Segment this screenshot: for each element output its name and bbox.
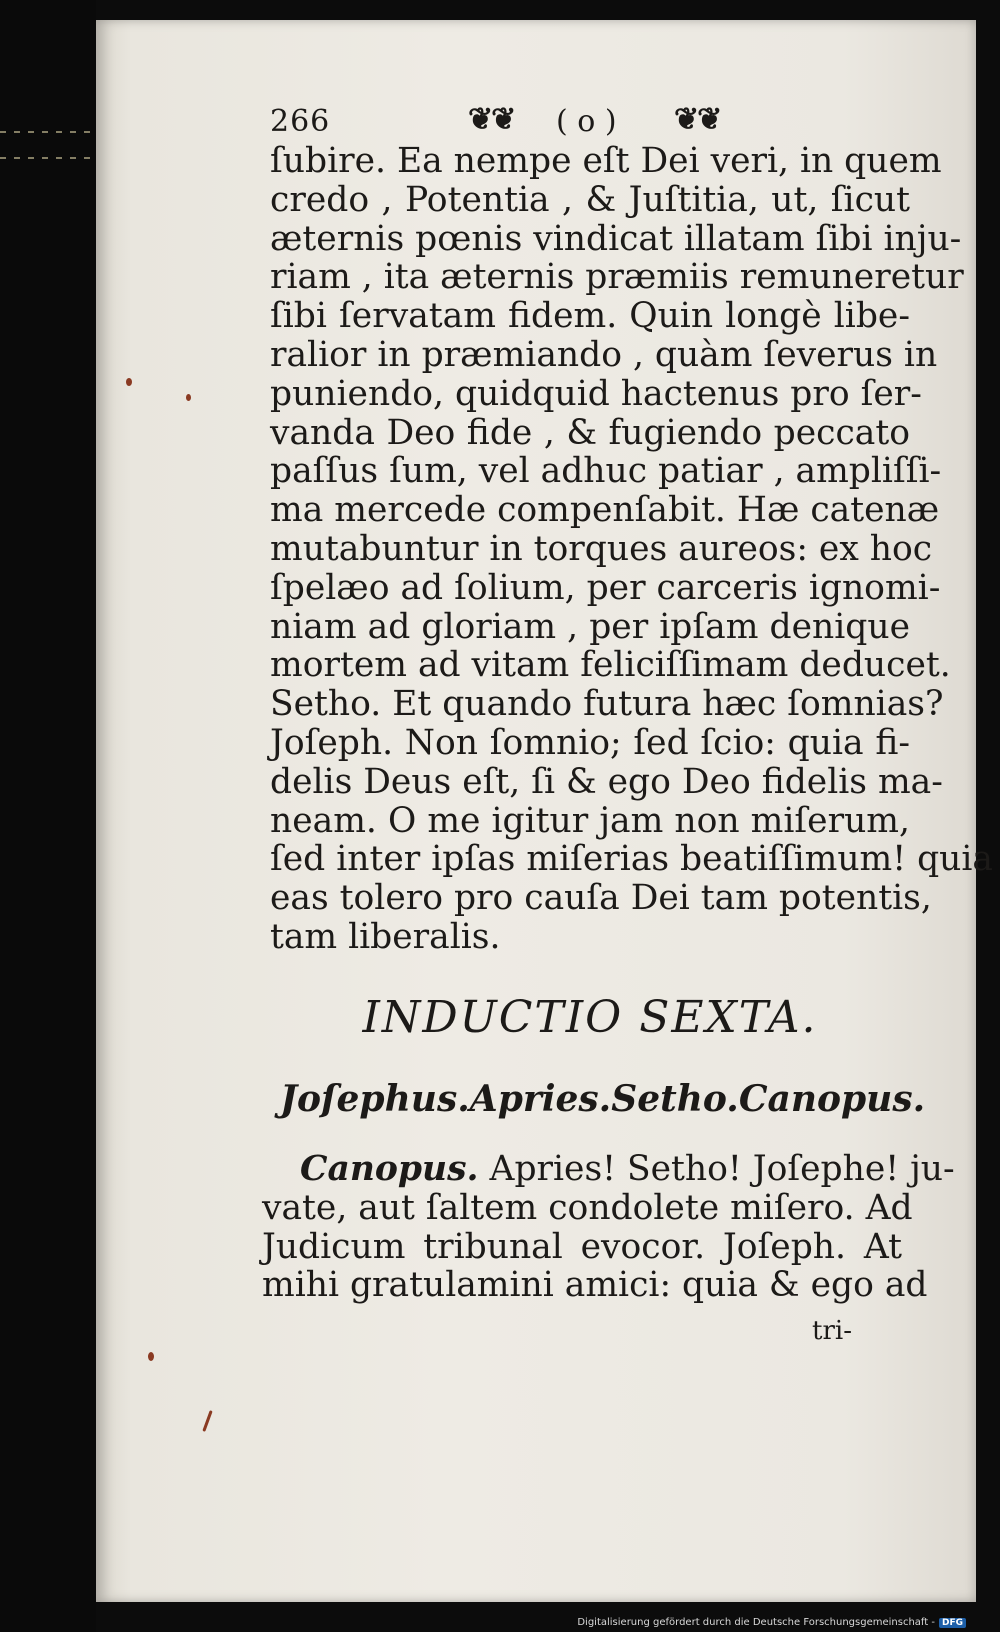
text-line: mortem ad vitam feliciſſimam deducet. <box>270 645 951 686</box>
cast-member: Canopus. <box>738 1078 926 1120</box>
speaker-name: Canopus. <box>300 1149 479 1189</box>
text-line: ſubire. Ea nempe eſt Dei veri, in quem <box>270 141 942 181</box>
text-line: ma mercede compenſabit. Hæ catenæ <box>270 490 940 531</box>
text-line: vanda Deo fide , & fugiendo peccato <box>270 412 910 453</box>
paragraph-1 <box>270 141 993 957</box>
footer-text: Digitalisierung gefördert durch die Deutsche Forschungsgemeinschaft - <box>577 1617 935 1628</box>
text-line: credo , Potentia , & Juſtitia, ut, ſicut <box>270 179 910 220</box>
text-line: riam , ita æternis præmiis remuneretur <box>270 257 964 298</box>
text-line: ſpelæo ad ſolium, per carceris ignomi- <box>270 567 941 608</box>
text-line: ſed inter ipſas miſerias beatiſſimum! quia <box>270 839 993 880</box>
edge-mark <box>0 157 96 159</box>
text-line: ralior in præmiando , quàm ſeverus in <box>270 334 938 375</box>
text-line: æternis pœnis vindicat illatam ſibi inju- <box>270 218 962 259</box>
paper-stain <box>186 394 191 401</box>
speech-text: Apries! Setho! Joſephe! ju- <box>489 1149 955 1189</box>
paper-stain <box>148 1352 154 1361</box>
ornament-right-icon: ❦❦ <box>674 102 721 137</box>
paper-stain <box>126 378 132 386</box>
cast-list <box>280 1078 926 1120</box>
text-line: neam. O me igitur jam non miſerum, <box>270 800 910 841</box>
text-line: Joſeph. Non ſomnio; ſed ſcio: quia fi- <box>270 722 910 763</box>
running-head-cipher: ( o ) <box>556 104 617 139</box>
text-line: eas tolero pro cauſa Dei tam potentis, <box>270 878 932 919</box>
text-line: niam ad gloriam , per ipſam denique <box>270 606 910 647</box>
text-line: paſſus ſum, vel adhuc patiar , ampliſſi- <box>270 451 942 492</box>
text-line: ſibi ſervatam fidem. Quin longè libe- <box>270 296 910 337</box>
text-line: Judicum tribunal evocor. Joſeph. At <box>262 1226 902 1267</box>
cast-member: Joſephus. <box>280 1078 470 1120</box>
catchword: tri- <box>812 1316 852 1346</box>
text-line <box>262 1149 955 1189</box>
ornament-left-icon: ❦❦ <box>468 102 515 137</box>
text-line: delis Deus eſt, ſi & ego Deo fidelis ma- <box>270 761 943 802</box>
text-line: mihi gratulamini amici: quia & ego ad <box>262 1265 928 1306</box>
text-line: Setho. Et quando futura hæc ſomnias? <box>270 684 944 725</box>
paragraph-2 <box>262 1149 955 1306</box>
section-title: INDUCTIO SEXTA. <box>362 992 818 1043</box>
text-line: mutabuntur in torques aureos: ex hoc <box>270 528 933 569</box>
text-line: tam liberalis. <box>270 916 501 957</box>
binding-edge <box>0 0 96 1632</box>
dfg-logo-icon: DFG <box>939 1618 966 1628</box>
text-line: vate, aut ſaltem condolete miſero. Ad <box>262 1187 913 1228</box>
edge-mark <box>0 131 96 133</box>
cast-member: Apries. <box>469 1078 612 1120</box>
cast-member: Setho. <box>611 1078 739 1120</box>
page-number: 266 <box>270 104 331 139</box>
text-line: puniendo, quidquid hactenus pro ſer- <box>270 373 922 414</box>
digitization-footer <box>577 1617 966 1628</box>
